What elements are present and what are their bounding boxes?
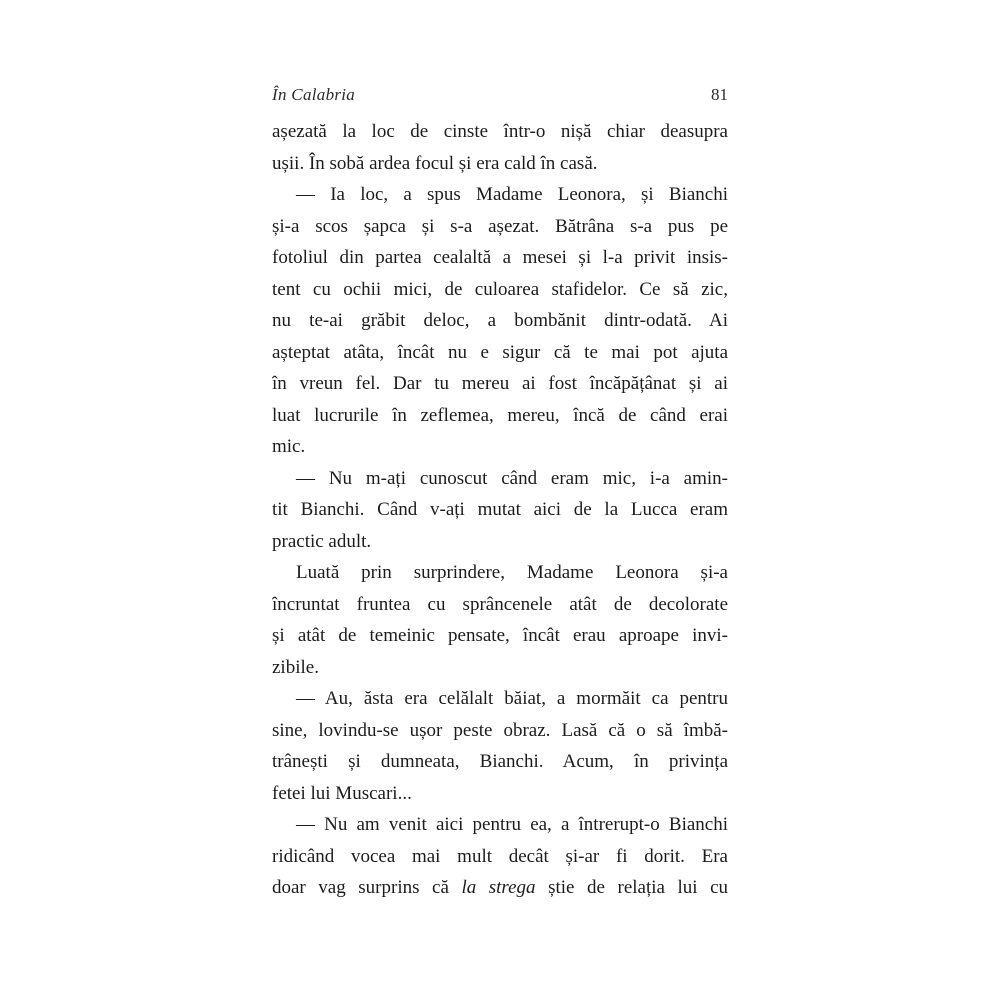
text-line: tit Bianchi. Când v-ați mutat aici de la Lucca eram xyxy=(272,499,728,520)
text-line: practic adult. xyxy=(272,530,372,552)
paragraph xyxy=(272,809,728,904)
text-line: — Nu m-ați cunoscut când eram mic, i-a amin- xyxy=(296,467,728,489)
text-line: luat lucrurile în zeflemea, mereu, încă de când erai xyxy=(272,404,728,426)
text-line: nu te-ai grăbit deloc, a bombănit dintr-odată. Ai xyxy=(272,310,728,331)
text-line: tent cu ochii mici, de culoarea stafidelor. Ce să zic, xyxy=(272,278,728,300)
running-title: În Calabria xyxy=(272,85,356,104)
text-line: ridicând vocea mai mult decât și-ar fi dorit. Era xyxy=(272,845,728,867)
italic-phrase: la strega xyxy=(461,877,536,898)
text-segment: doar vag surprins că xyxy=(272,877,462,898)
paragraph xyxy=(272,683,728,809)
text-line: așteptat atâta, încât nu e sigur că te mai pot ajuta xyxy=(272,341,728,363)
page-body xyxy=(272,116,728,904)
text-line: fotoliul din partea cealaltă a mesei și l-a privit insis- xyxy=(272,247,728,268)
text-line: — Nu am venit aici pentru ea, a întrerupt-o Bianchi xyxy=(296,814,728,835)
paragraph xyxy=(272,463,728,558)
text-line: în vreun fel. Dar tu mereu ai fost încăpățânat și ai xyxy=(272,373,728,394)
text-line: ușii. În sobă ardea focul și era cald în casă. xyxy=(272,152,598,174)
text-segment: știe de relația lui cu xyxy=(535,877,728,898)
text-line: așezată la loc de cinste într-o nișă chiar deasupra xyxy=(272,121,728,142)
text-line: încruntat fruntea cu sprâncenele atât de decolorate xyxy=(272,593,728,615)
text-line xyxy=(272,872,728,904)
paragraph xyxy=(272,179,728,463)
text-line: mic. xyxy=(272,436,306,457)
text-line: — Au, ăsta era celălalt băiat, a mormăit ca pentru xyxy=(296,688,728,709)
running-header xyxy=(272,85,728,105)
text-line: trânești și dumneata, Bianchi. Acum, în privința xyxy=(272,751,728,772)
text-line: zibile. xyxy=(272,656,319,678)
text-line: Luată prin surprindere, Madame Leonora și-a xyxy=(296,562,728,583)
text-line: fetei lui Muscari... xyxy=(272,782,412,804)
page-number: 81 xyxy=(711,85,728,104)
paragraph xyxy=(272,557,728,683)
paragraph xyxy=(272,116,728,179)
text-line: și-a scos șapca și s-a așezat. Bătrâna s-a pus pe xyxy=(272,215,728,237)
text-line: sine, lovindu-se ușor peste obraz. Lasă că o să îmbă- xyxy=(272,719,728,741)
text-line: — Ia loc, a spus Madame Leonora, și Bianchi xyxy=(296,184,728,205)
text-line: și atât de temeinic pensate, încât erau aproape invi- xyxy=(272,625,728,646)
